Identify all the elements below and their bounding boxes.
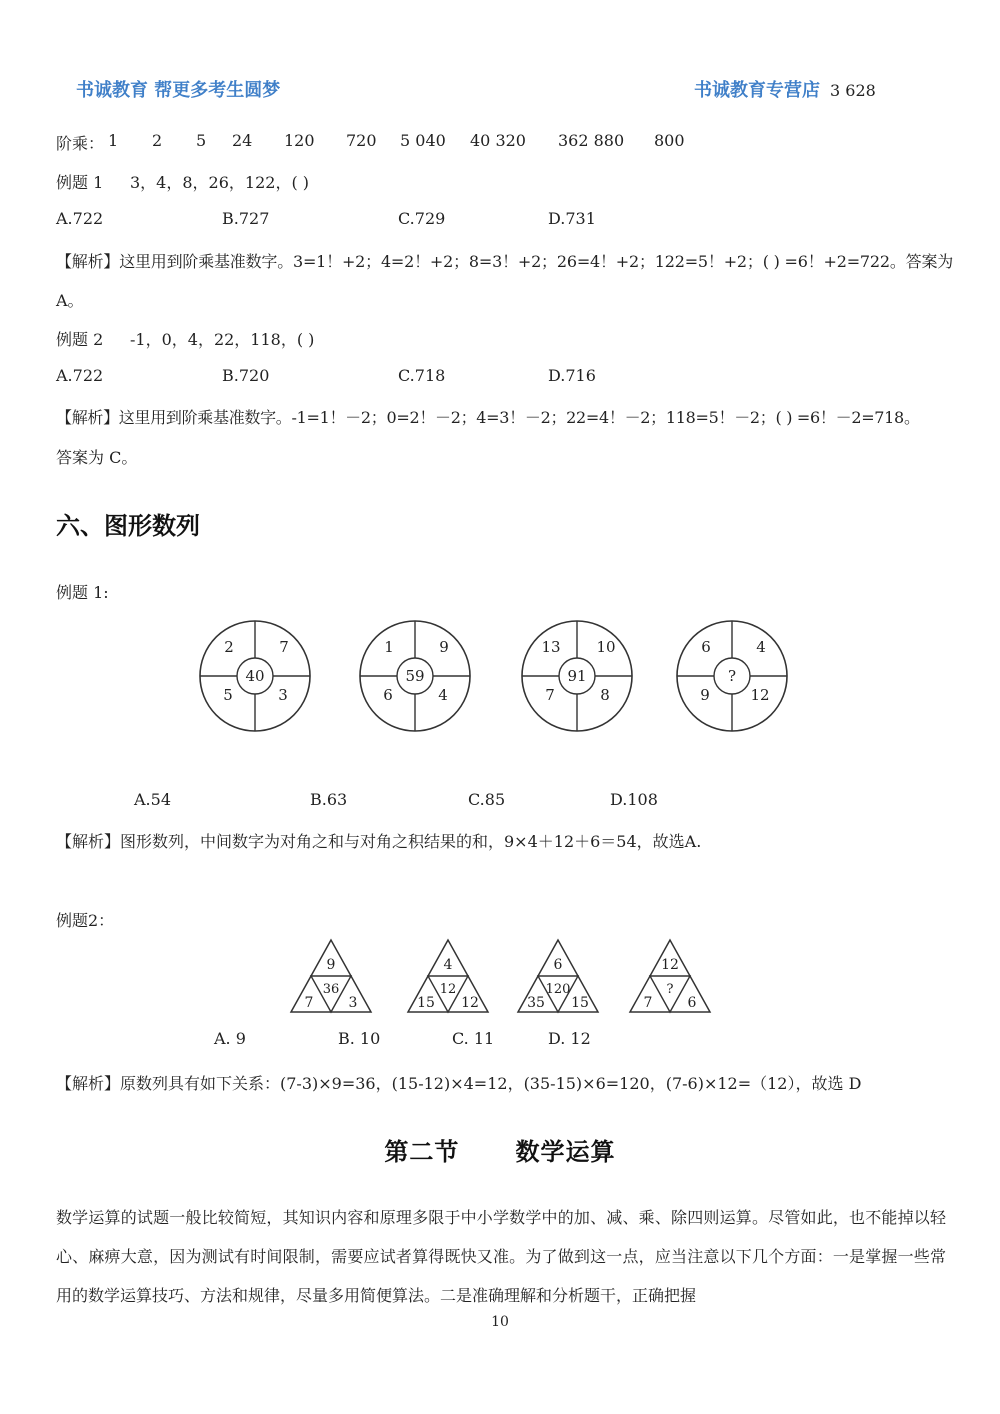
header-store-number: 3 628 [830,81,876,100]
circle-bottom-left-value: 7 [545,686,555,704]
circle-bottom-right-value: 4 [438,686,448,704]
triangle-center-value: 12 [439,982,457,997]
factorial-value: 24 [232,131,253,150]
graphic-example2-option-b: B. 10 [338,1029,381,1048]
example2-option-c: C.718 [398,366,446,385]
triangle-right-value: 12 [461,995,479,1011]
triangle-puzzle [630,940,710,1012]
triangle-top-value: 9 [326,957,336,973]
circle-bottom-right-value: 3 [278,686,288,704]
circle-bottom-left-value: 5 [223,686,233,704]
circle-center-value: 91 [567,667,587,685]
graphic-example1-option-d: D.108 [610,790,658,809]
section-heading-graphic-sequence: 六、图形数列 [56,512,200,540]
example1-option-d: D.731 [548,209,596,228]
example2-analysis: 【解析】这里用到阶乘基准数字。-1=1！－2；0=2！－2；4=3！－2；22=4！－2；118=5！－2；( ) =6！－2=718。 [56,408,920,427]
graphic-example2-option-a: A. 9 [214,1029,246,1048]
triangle-left-value: 15 [417,995,435,1011]
example2-title: 例题 2 [56,330,104,349]
triangle-center-value: 36 [322,982,340,997]
triangle-left-value: 7 [304,995,314,1011]
triangle-puzzle [518,940,598,1012]
triangle-top-value: 6 [553,957,563,973]
graphic-example1-analysis: 【解析】图形数列，中间数字为对角之和与对角之积结果的和，9×4＋12＋6＝54，故选A. [56,832,702,851]
triangle-right-value: 3 [348,995,358,1011]
graphic-example2-option-c: C. 11 [452,1029,495,1048]
factorial-row [56,131,104,154]
triangle-right-value: 6 [687,995,697,1011]
circle-bottom-right-value: 12 [750,686,770,704]
section-heading-math-operations: 第二节 数学运算 [384,1138,616,1166]
circle-puzzle [677,621,787,731]
example1-option-b: B.727 [222,209,270,228]
circle-top-left-value: 2 [224,638,234,656]
example2-option-b: B.720 [222,366,270,385]
circle-top-right-value: 10 [596,638,616,656]
header-store-name: 书诚教育专营店 [694,80,820,101]
triangle-center-value: 120 [545,982,571,997]
example1-sequence: 3，4，8，26，122，( ) [130,173,310,192]
example2-sequence: -1，0，4，22，118，( ) [130,330,315,349]
factorial-value: 2 [152,131,163,150]
graphic-example2-option-d: D. 12 [548,1029,591,1048]
graphic-example1-option-c: C.85 [468,790,506,809]
circle-center-value: 40 [245,667,265,685]
example1-analysis-cont: A。 [56,291,84,310]
circle-center-value: 59 [405,667,425,685]
header-left-slogan: 书诚教育 帮更多考生圆梦 [76,80,281,101]
example1-analysis: 【解析】这里用到阶乘基准数字。3=1！+2；4=2！+2；8=3！+2；26=4！+2；122=5！+2；( ) =6！+2=722。答案为 [56,252,954,271]
factorial-value: 1 [108,131,119,150]
example1-title: 例题 1 [56,173,104,192]
circle-top-left-value: 1 [384,638,394,656]
example1-option-a: A.722 [56,209,104,228]
page-number: 10 [491,1314,509,1330]
circle-bottom-right-value: 8 [600,686,610,704]
factorial-value: 120 [284,131,315,150]
graphic-example1-title: 例题 1: [56,583,109,602]
triangle-top-value: 4 [443,957,453,973]
triangle-puzzle [408,940,488,1012]
intro-paragraph: 数学运算的试题一般比较简短，其知识内容和原理多限于中小学数学中的加、减、乘、除四则运算。尽管如此，也不能掉以轻心、麻痹大意，因为测试有时间限制，需要应试者算得既快又准。为了做到这一点，应当注意以下几个方面：一是掌握一些常用的数学运算技巧、方法和规律，尽量多用简便算法。二是准确理解和分析题干，正确把握 [56,1208,946,1305]
triangle-puzzle [291,940,371,1012]
circle-puzzle [360,621,470,731]
circle-top-left-value: 6 [701,638,711,656]
factorial-value: 800 [654,131,685,150]
circle-top-right-value: 9 [439,638,449,656]
triangle-top-value: 12 [661,957,679,973]
factorial-value: 362 880 [558,131,625,150]
factorial-value: 720 [346,131,377,150]
graphic-example2-title: 例题2： [56,911,115,930]
circle-puzzle-figure [190,612,800,742]
graphic-example1-option-b: B.63 [310,790,348,809]
factorial-value: 5 040 [400,131,446,150]
circle-puzzle [200,621,310,731]
circle-bottom-left-value: 6 [383,686,393,704]
triangle-center-value: ? [666,982,674,997]
example2-option-a: A.722 [56,366,104,385]
header-right-store [694,76,876,102]
circle-center-value: ? [727,667,737,685]
example2-option-d: D.716 [548,366,596,385]
triangle-left-value: 7 [643,995,653,1011]
triangle-puzzle-figure [280,936,730,1016]
example2-analysis-cont: 答案为 C。 [56,448,138,467]
graphic-example2-analysis: 【解析】原数列具有如下关系：(7-3)×9=36，(15-12)×4=12，(35-15)×6=120，(7-6)×12=（12），故选 D [56,1074,862,1093]
circle-top-left-value: 13 [541,638,561,656]
circle-puzzle [522,621,632,731]
circle-bottom-left-value: 9 [700,686,710,704]
factorial-value: 5 [196,131,207,150]
factorial-value: 40 320 [470,131,526,150]
graphic-example1-option-a: A.54 [134,790,171,809]
factorial-label: 阶乘： [56,134,105,153]
circle-top-right-value: 4 [756,638,766,656]
triangle-right-value: 15 [571,995,589,1011]
circle-top-right-value: 7 [279,638,289,656]
triangle-left-value: 35 [527,995,545,1011]
example1-option-c: C.729 [398,209,446,228]
